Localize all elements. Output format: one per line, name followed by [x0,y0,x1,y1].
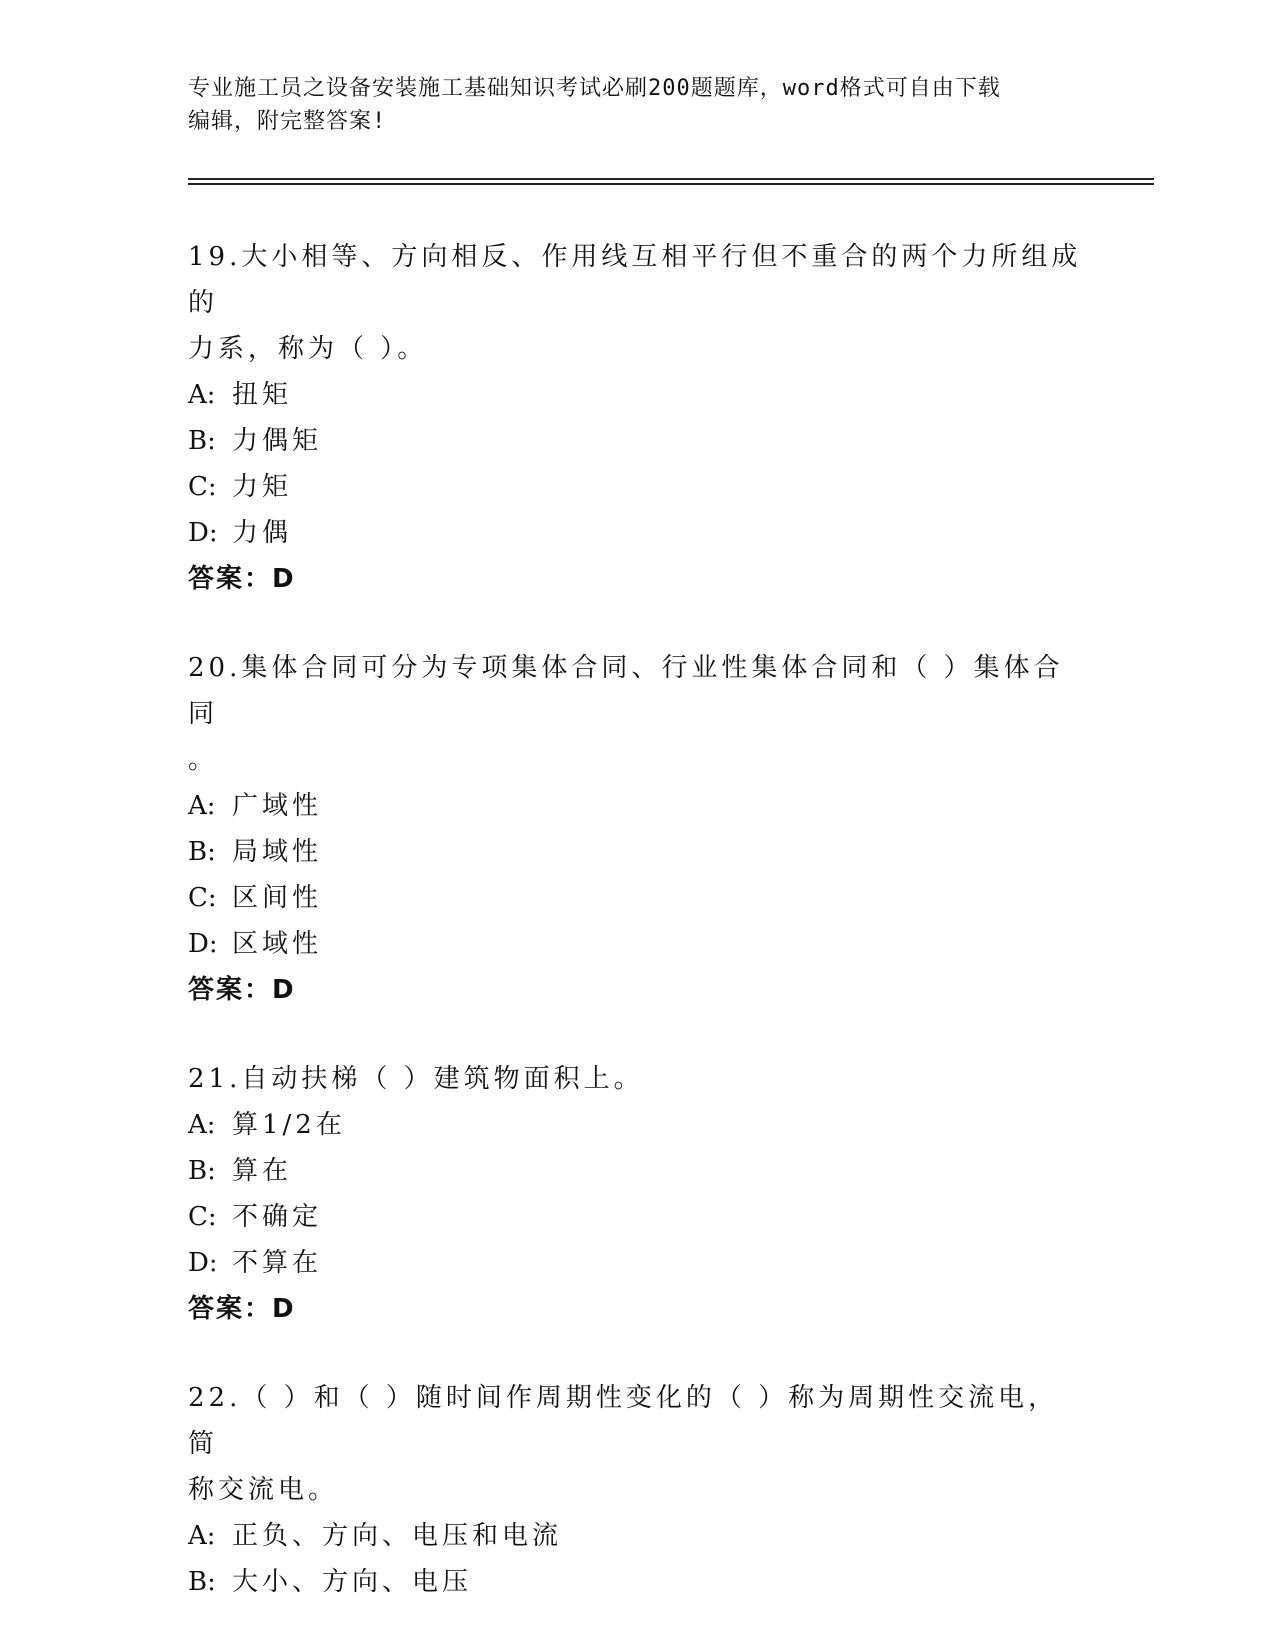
question-stem-line-2: 力系，称为（ ）。 [188,334,428,364]
question-stem-line-2: 。 [188,745,219,775]
option-text: 区间性 [232,883,323,913]
option-b [188,829,1088,875]
option-text: 扭矩 [232,380,293,410]
question-stem-line-1: 20.集体合同可分为专项集体合同、行业性集体合同和（ ）集体合同 [188,653,1064,729]
option-a [188,1102,1088,1148]
option-text: 力矩 [232,472,293,502]
option-b [188,1148,1088,1194]
option-c [188,1194,1088,1240]
document-header [188,72,1068,138]
question-22 [188,1375,1088,1605]
option-c [188,464,1088,510]
option-text: 局域性 [232,837,323,867]
option-text: 正负、方向、电压和电流 [232,1521,563,1551]
question-stem-line-1: 19.大小相等、方向相反、作用线互相平行但不重合的两个力所组成的 [188,242,1082,318]
question-list [188,234,1088,1648]
option-key: A: [188,791,216,821]
question-stem-line-2: 称交流电。 [188,1475,339,1505]
question-20 [188,645,1088,1013]
option-text: 算在 [232,1156,293,1186]
option-key: C: [188,883,217,913]
option-text: 不算在 [232,1248,323,1278]
option-key: B: [188,426,216,456]
header-divider-top [188,178,1154,180]
option-a [188,372,1088,418]
option-key: C: [188,1202,217,1232]
question-stem-line-1: 21.自动扶梯（ ）建筑物面积上。 [188,1064,644,1094]
option-d [188,510,1088,556]
option-text: 广域性 [232,791,323,821]
option-b [188,1559,1088,1605]
answer-line: 答案：D [188,1294,296,1324]
option-text: 大小、方向、电压 [232,1567,473,1597]
option-key: B: [188,837,216,867]
question-stem-line-1: 22.（ ）和（ ）随时间作周期性变化的（ ）称为周期性交流电，简 [188,1383,1059,1459]
option-text: 力偶 [232,518,293,548]
header-title-line-1: 专业施工员之设备安装施工基础知识考试必刷200题题库，word格式可自由下载 [188,76,1001,101]
answer-line: 答案：D [188,564,296,594]
option-key: A: [188,1521,216,1551]
option-d [188,1240,1088,1286]
option-key: B: [188,1567,216,1597]
option-key: A: [188,1110,216,1140]
question-19 [188,234,1088,602]
option-text: 区域性 [232,929,323,959]
option-d [188,921,1088,967]
option-key: C: [188,472,217,502]
option-key: D: [188,929,218,959]
option-text: 不确定 [232,1202,323,1232]
header-title-line-2: 编辑，附完整答案! [188,109,387,134]
header-divider-bottom [188,183,1154,185]
question-21 [188,1056,1088,1332]
option-text: 力偶矩 [232,426,323,456]
option-a [188,1513,1088,1559]
option-key: A: [188,380,216,410]
option-c [188,875,1088,921]
option-key: D: [188,518,218,548]
option-a [188,783,1088,829]
option-key: B: [188,1156,216,1186]
option-key: D: [188,1248,218,1278]
option-b [188,418,1088,464]
option-text: 算1/2在 [232,1110,346,1140]
answer-line: 答案：D [188,975,296,1005]
